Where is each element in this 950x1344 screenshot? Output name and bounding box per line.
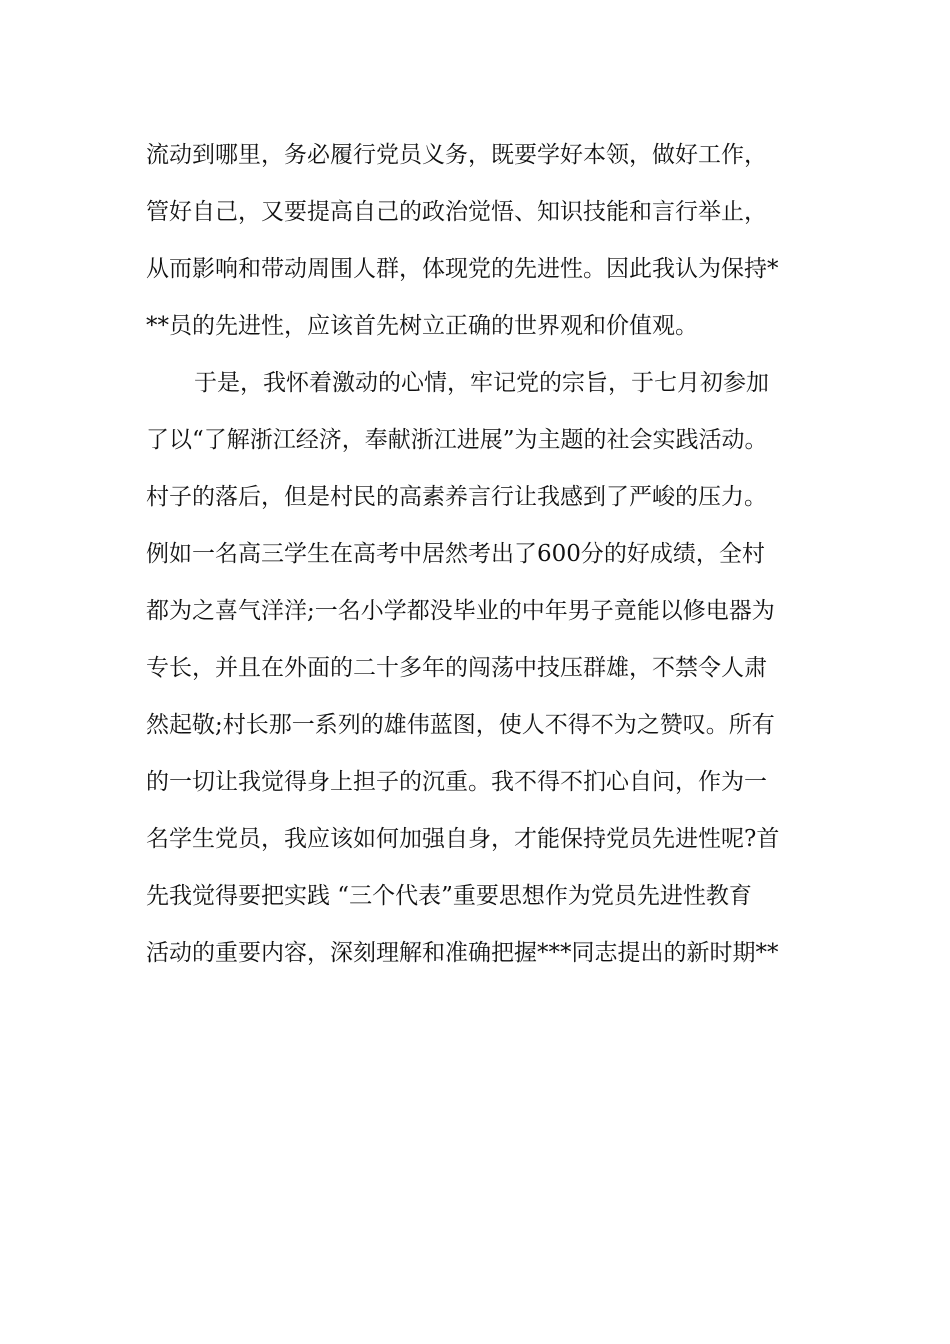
- text-line-8: 例如一名高三学生在高考中居然考出了600分的好成绩，全村: [146, 541, 765, 567]
- text-line-14: 先我觉得要把实践 “三个代表”重要思想作为党员先进性教育: [146, 883, 752, 909]
- text-line-13: 名学生党员，我应该如何加强自身，才能保持党员先进性呢?首: [146, 826, 780, 852]
- body-text: [146, 127, 826, 982]
- text-line-3: 从而影响和带动周围人群，体现党的先进性。因此我认为保持*: [146, 256, 779, 282]
- text-line-4: **员的先进性，应该首先树立正确的世界观和价值观。: [146, 313, 698, 339]
- text-line-12: 的一切让我觉得身上担子的沉重。我不得不扪心自问，作为一: [146, 769, 767, 795]
- text-line-1: 流动到哪里，务必履行党员义务，既要学好本领，做好工作，: [146, 142, 767, 168]
- text-line-7: 村子的落后，但是村民的高素养言行让我感到了严峻的压力。: [146, 484, 767, 510]
- text-line-9: 都为之喜气洋洋;一名小学都没毕业的中年男子竟能以修电器为: [146, 598, 775, 624]
- text-line-5-paragraph-start: 于是，我怀着激动的心情，牢记党的宗旨，于七月初参加: [194, 370, 769, 396]
- text-line-2: 管好自己，又要提高自己的政治觉悟、知识技能和言行举止，: [146, 199, 767, 225]
- text-line-10: 专长，并且在外面的二十多年的闯荡中技压群雄，不禁令人肃: [146, 655, 767, 681]
- text-line-15: 活动的重要内容，深刻理解和准确把握***同志提出的新时期**: [146, 940, 779, 966]
- text-line-6: 了以“了解浙江经济，奉献浙江进展”为主题的社会实践活动。: [146, 427, 768, 453]
- text-line-11: 然起敬;村长那一系列的雄伟蓝图，使人不得不为之赞叹。所有: [146, 712, 775, 738]
